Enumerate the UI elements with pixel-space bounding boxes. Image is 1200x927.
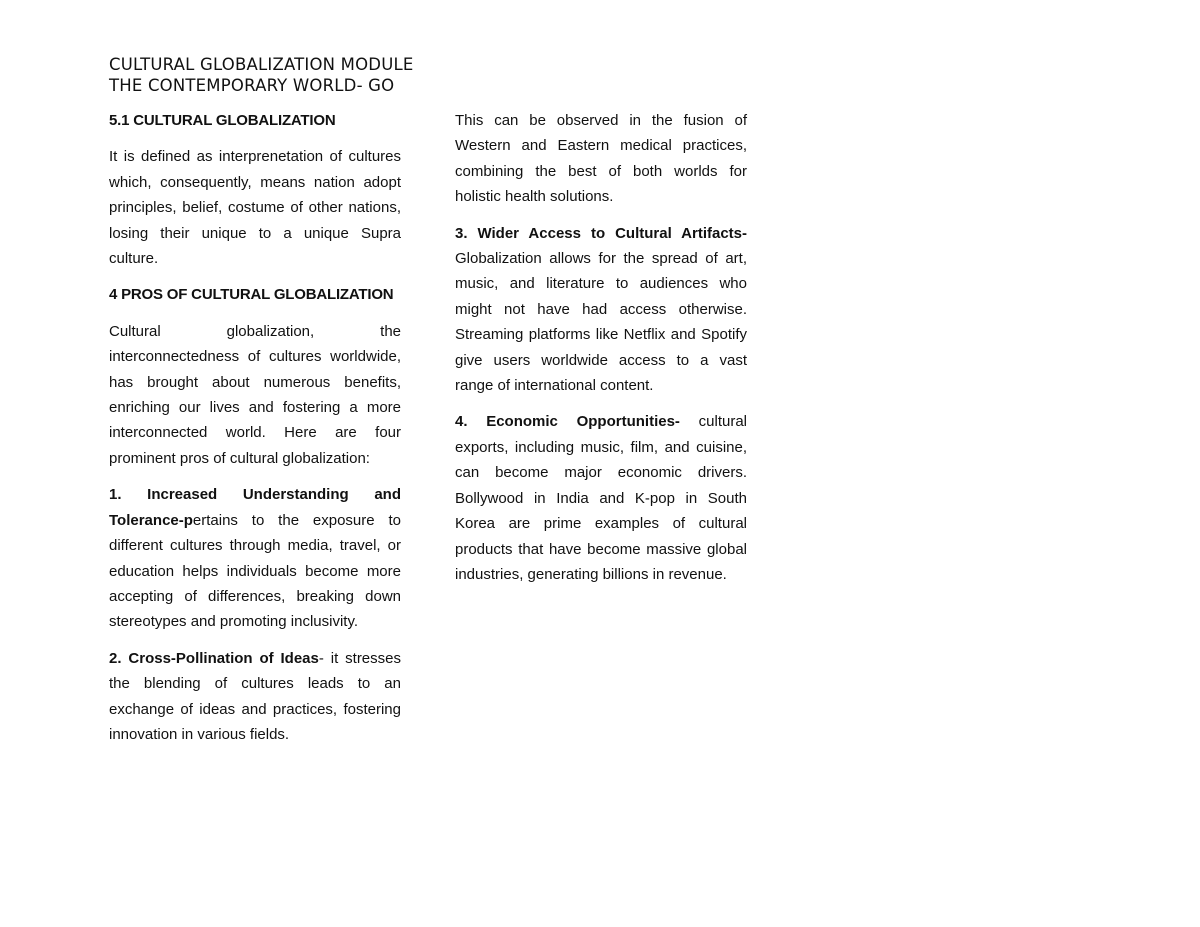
- pros-title: 4 PROS OF CULTURAL GLOBALIZATION: [109, 286, 394, 304]
- point-4-body: cultural exports, including music, film, and cuisine, can become major economic drivers. Bollywood in India and K-pop in South Korea are prime examples of cultural products that have become massive global industries, generating billions in revenue.: [455, 413, 747, 583]
- point-1-body: ertains to the exposure to different cultures through media, travel, or education helps individuals become more accepting of differences, breaking down stereotypes and promoting inclusivity.: [109, 511, 401, 631]
- header-module-title: CULTURAL GLOBALIZATION MODULE: [109, 55, 414, 74]
- point-3-paragraph: [455, 221, 747, 399]
- intro-paragraph: Cultural globalization, the interconnectedness of cultures worldwide, has brought about numerous benefits, enriching our lives and fostering a more interconnected world. Here are four prominent pros of cultural globalization:: [109, 322, 401, 467]
- point-2-body: - it stresses the blending of cultures leads to an exchange of ideas and practices, fostering innovation in various fields.: [109, 649, 401, 743]
- point-4-title: 4. Economic Opportunities-: [455, 413, 680, 431]
- left-column: [109, 108, 401, 758]
- point-3-title: 3. Wider Access to Cultural Artifacts-: [455, 224, 747, 242]
- section-title: 5.1 CULTURAL GLOBALIZATION: [109, 112, 336, 129]
- header-course-title: THE CONTEMPORARY WORLD- GO: [109, 76, 395, 95]
- point-1-title: 1. Increased Understanding and Tolerance-p: [109, 486, 401, 529]
- right-column: [455, 108, 747, 598]
- point-3-body: Globalization allows for the spread of art, music, and literature to audiences who might not have had access otherwise. Streaming platforms like Netflix and Spotify give users worldwide access to a vast range of international content.: [455, 250, 747, 395]
- point-2-paragraph: [109, 646, 401, 748]
- point-1-paragraph: [109, 482, 401, 634]
- point-4-paragraph: [455, 409, 747, 587]
- point-2-title: 2. Cross-Pollination of Ideas: [109, 649, 319, 667]
- continuation-paragraph: This can be observed in the fusion of Western and Eastern medical practices, combining the best of both worlds for holistic health solutions.: [455, 112, 747, 206]
- document-header: [109, 54, 414, 96]
- definition-paragraph: It is defined as interprenetation of cultures which, consequently, means nation adopt principles, belief, costume of other nations, losing their unique to a unique Supra culture.: [109, 148, 401, 268]
